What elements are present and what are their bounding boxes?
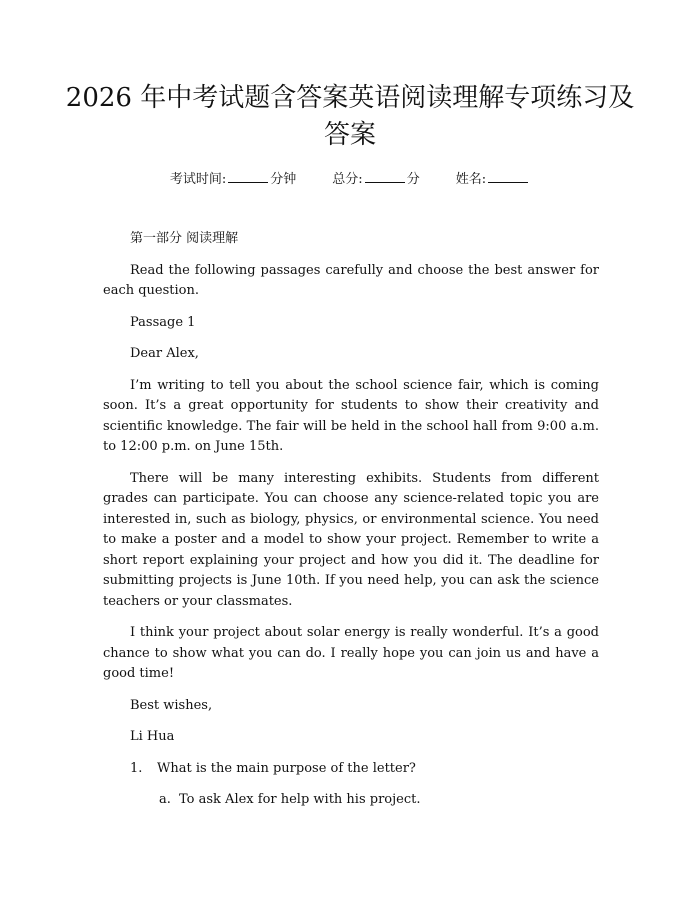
exam-time-unit: 分钟: [270, 172, 297, 187]
letter-salutation: Dear Alex,: [130, 346, 199, 361]
letter-paragraph: There will be many interesting exhibits. Students from different grades can participate. You can choose any science-related topic you are interested in, such as biology, physics, or environmental science. You need to make a poster and a model to show your project. Remember to write a short report explaining your project and how you did it. The deadline for submitting projects is June 10th. If you need help, you can ask the science teachers or your classmates.: [103, 470, 599, 609]
exam-time-label: 考试时间:: [169, 172, 227, 187]
student-name-field: [456, 168, 530, 187]
question-number: 1.: [130, 760, 143, 776]
answer-option: [159, 790, 599, 811]
exam-time-blank: [228, 170, 268, 183]
instructions-text: Read the following passages carefully and choose the best answer for each question.: [103, 262, 599, 298]
total-score-unit: 分: [406, 172, 420, 187]
option-text: To ask Alex for help with his project.: [179, 792, 421, 807]
total-score-label: 总分:: [332, 172, 363, 187]
letter-paragraph: I’m writing to tell you about the school science fair, which is coming soon. It’s a great opportunity for students to show their creativity and scientific knowledge. The fair will be held in the school hall from 9:00 a.m. to 12:00 p.m. on June 15th.: [103, 377, 599, 454]
exam-meta-row: [0, 168, 700, 187]
section-heading: 第一部分 阅读理解: [130, 231, 239, 246]
student-name-label: 姓名:: [455, 172, 487, 187]
letter-paragraph: I think your project about solar energy is really wonderful. It’s a good chance to show what you can do. I really hope you can join us and have a good time!: [103, 625, 599, 681]
student-name-blank: [488, 170, 528, 183]
passage-label: Passage 1: [130, 314, 196, 330]
total-score-field: [332, 168, 419, 187]
total-score-blank: [365, 170, 405, 183]
question-text: What is the main purpose of the letter?: [157, 760, 416, 776]
question-item: [130, 759, 599, 780]
letter-closing: Best wishes,: [130, 697, 213, 713]
document-title: 2026 年中考试题含答案英语阅读理解专项练习及答案: [65, 83, 635, 150]
option-label: a.: [159, 792, 171, 807]
letter-signature: Li Hua: [130, 729, 175, 744]
exam-time-field: [170, 168, 296, 187]
document-body: [103, 229, 599, 811]
